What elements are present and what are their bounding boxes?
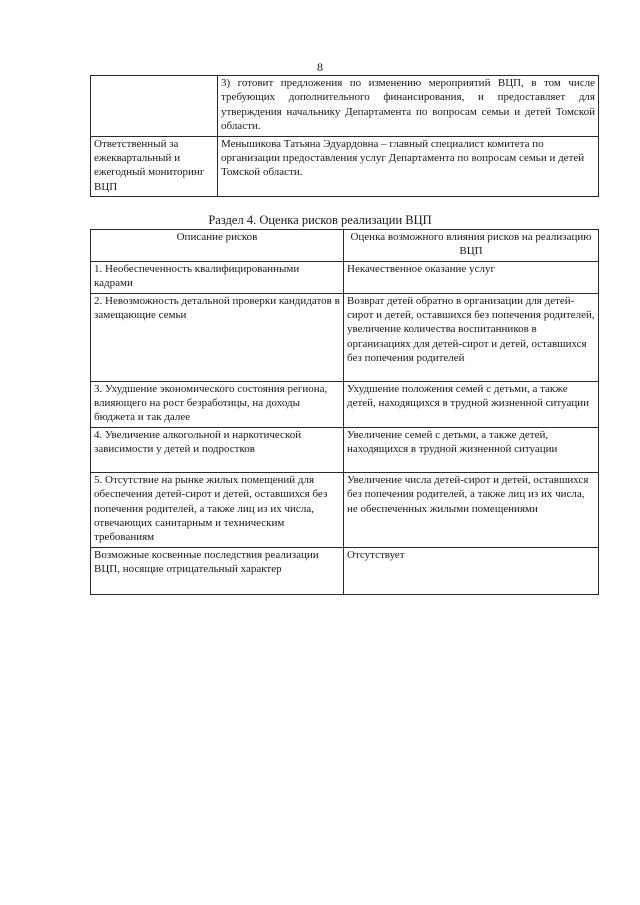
table-row xyxy=(91,547,599,594)
risk-description: Возможные косвенные последствия реализации ВЦП, носящие отрицательный характер xyxy=(91,547,344,594)
risk-description: 3. Ухудшение экономического состояния региона, влияющего на рост безработицы, на доходы бюджета и так далее xyxy=(91,381,344,427)
column-header-risk: Описание рисков xyxy=(91,230,344,262)
section-title: Раздел 4. Оценка рисков реализации ВЦП xyxy=(208,213,432,227)
risk-impact: Отсутствует xyxy=(344,547,599,594)
responsibility-text: Меньшикова Татьяна Эдуардовна – главный специалист комитета по организации предоставления услуг Департамента по вопросам семьи и детей Томской области. xyxy=(218,136,599,197)
table-row xyxy=(91,472,599,547)
table-row xyxy=(91,293,599,381)
table-row xyxy=(91,261,599,293)
column-header-impact: Оценка возможного влияния рисков на реализацию ВЦП xyxy=(344,230,599,262)
table-row xyxy=(91,427,599,472)
responsibility-label xyxy=(91,76,218,137)
table-header-row xyxy=(91,230,599,262)
risk-impact: Возврат детей обратно в организации для детей-сирот и детей, оставшихся без попечения родителей, увеличение количества воспитанников в организациях для детей-сирот и детей, оставшихся без попечения родителей xyxy=(344,293,599,381)
responsibility-table xyxy=(90,75,599,197)
risk-impact: Увеличение числа детей-сирот и детей, оставшихся без попечения родителей, а также лиц из их числа, не обеспеченных жилыми помещениями xyxy=(344,472,599,547)
page-number: 8 xyxy=(317,60,323,74)
risk-impact: Некачественное оказание услуг xyxy=(344,261,599,293)
table-row xyxy=(91,76,599,137)
risk-table xyxy=(90,229,599,595)
risk-description: 5. Отсутствие на рынке жилых помещений для обеспечения детей-сирот и детей, оставшихся без попечения родителей, а также лиц из их числа, отвечающих санитарным и техническим требованиям xyxy=(91,472,344,547)
risk-impact: Увеличение семей с детьми, а также детей, находящихся в трудной жизненной ситуации xyxy=(344,427,599,472)
table-row xyxy=(91,381,599,427)
risk-description: 2. Невозможность детальной проверки кандидатов в замещающие семьи xyxy=(91,293,344,381)
responsibility-text: 3) готовит предложения по изменению мероприятий ВЦП, в том числе требующих дополнительного финансирования, и предоставляет для утверждения начальнику Департамента по вопросам семьи и детей Томской области. xyxy=(218,76,599,137)
risk-description: 4. Увеличение алкогольной и наркотической зависимости у детей и подростков xyxy=(91,427,344,472)
table-row xyxy=(91,136,599,197)
risk-impact: Ухудшение положения семей с детьми, а также детей, находящихся в трудной жизненной ситуации xyxy=(344,381,599,427)
responsibility-label: Ответственный за ежеквартальный и ежегодный мониторинг ВЦП xyxy=(91,136,218,197)
risk-description: 1. Необеспеченность квалифицированными кадрами xyxy=(91,261,344,293)
